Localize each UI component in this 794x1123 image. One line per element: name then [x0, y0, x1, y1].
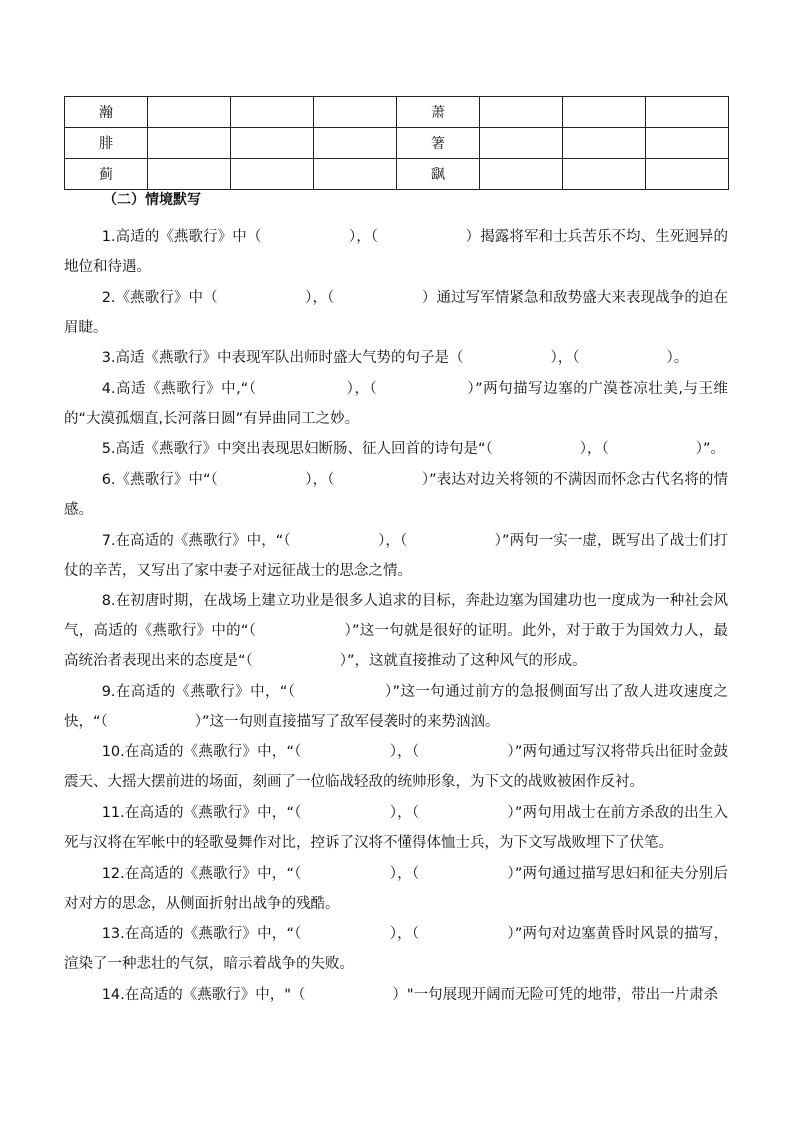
question-list — [64, 222, 728, 1010]
question-item — [64, 859, 728, 919]
question-text: 8.在初唐时期，在战场上建立功业是很多人追求的目标，奔赴边塞为国建功也一度成为一种社会风气，高适的《燕歌行》中的“（ ）”这一句就是很好的证明。此外，对于敢于为国效力人，最高统治者表现出来的态度是“（ ）”，这就直接推动了这种风气的形成。 — [64, 593, 728, 670]
answer-cell — [563, 159, 646, 190]
character-cell: 蓟 — [65, 159, 148, 190]
answer-cell — [646, 97, 729, 128]
character-cell: 飖 — [397, 159, 480, 190]
character-cell: 腓 — [65, 128, 148, 159]
question-item — [64, 586, 728, 676]
table-row — [65, 97, 729, 128]
answer-cell — [563, 128, 646, 159]
question-text: 13.在高适的《燕歌行》中，“（ ），（ ）”两句对边塞黄昏时风景的描写，渲染了一种悲壮的气氛，暗示着战争的失败。 — [64, 926, 728, 973]
question-text: 7.在高适的《燕歌行》中，“（ ），（ ）”两句一实一虚，既写出了战士们打仗的辛苦，又写出了家中妻子对远征战士的思念之情。 — [64, 532, 728, 579]
answer-cell — [314, 97, 397, 128]
question-item — [64, 798, 728, 858]
question-item — [64, 374, 728, 434]
character-cell: 瀚 — [65, 97, 148, 128]
question-item — [64, 465, 728, 525]
question-text: 1.高适的《燕歌行》中（ ），（ ）揭露将军和士兵苦乐不均、生死迥异的地位和待遇。 — [64, 229, 728, 275]
table-row — [65, 159, 729, 190]
answer-cell — [314, 128, 397, 159]
question-text: 3.高适《燕歌行》中表现军队出师时盛大气势的句子是（ ），（ ）。 — [101, 350, 689, 367]
answer-cell — [148, 97, 231, 128]
question-text: 4.高适《燕歌行》中,“（ ），（ ）”两句描写边塞的广漠苍凉壮美,与王维的“大漠孤烟直,长河落日圆”有异曲同工之妙。 — [64, 380, 728, 427]
question-text: 12.在高适的《燕歌行》中，“（ ），（ ）”两句通过描写思妇和征夫分别后对对方的思念，从侧面折射出战争的残酷。 — [64, 865, 728, 912]
answer-cell — [480, 128, 563, 159]
question-text: 10.在高适的《燕歌行》中，“（ ），（ ）”两句通过写汉将带兵出征时金鼓震天、大摇大摆前进的场面，刻画了一位临战轻敌的统帅形象，为下文的战败被困作反衬。 — [64, 744, 728, 791]
question-item — [64, 919, 728, 979]
character-table — [64, 96, 729, 190]
question-item — [64, 737, 728, 797]
question-text: 5.高适《燕歌行》中突出表现思妇断肠、征人回首的诗句是“（ ），（ ）”。 — [101, 441, 726, 458]
question-text: 6.《燕歌行》中“（ ），（ ）”表达对边关将领的不满因而怀念古代名将的情感。 — [64, 471, 728, 518]
question-item — [64, 343, 728, 373]
question-text: 2.《燕歌行》中（ ），（ ）通过写军情紧急和敌势盛大来表现战争的迫在眉睫。 — [64, 289, 728, 336]
question-text: 14.在高适的《燕歌行》中，"（ ）"一句展现开阔而无险可凭的地带，带出一片肃杀 — [101, 986, 719, 1003]
answer-cell — [148, 128, 231, 159]
question-item — [64, 222, 728, 282]
question-item — [64, 434, 728, 464]
question-item — [64, 526, 728, 586]
answer-cell — [314, 159, 397, 190]
question-item — [64, 283, 728, 343]
question-item — [64, 980, 728, 1010]
answer-cell — [231, 97, 314, 128]
answer-cell — [646, 128, 729, 159]
table-row — [65, 128, 729, 159]
answer-cell — [480, 159, 563, 190]
question-item — [64, 677, 728, 737]
question-text: 9.在高适的《燕歌行》中，“（ ）”这一句通过前方的急报侧面写出了敌人进攻速度之快，“（ ）”这一句则直接描写了敌军侵袭时的来势汹汹。 — [64, 683, 728, 730]
answer-cell — [563, 97, 646, 128]
character-cell: 箸 — [397, 128, 480, 159]
question-text: 11.在高适的《燕歌行》中，“（ ），（ ）”两句用战士在前方杀敌的出生入死与汉将在军帐中的轻歌曼舞作对比，控诉了汉将不懂得体恤士兵，为下文写战败埋下了伏笔。 — [64, 804, 728, 851]
character-cell: 萧 — [397, 97, 480, 128]
answer-cell — [231, 159, 314, 190]
answer-cell — [148, 159, 231, 190]
section-title: （二）情境默写 — [103, 192, 201, 208]
answer-cell — [480, 97, 563, 128]
answer-cell — [231, 128, 314, 159]
answer-cell — [646, 159, 729, 190]
